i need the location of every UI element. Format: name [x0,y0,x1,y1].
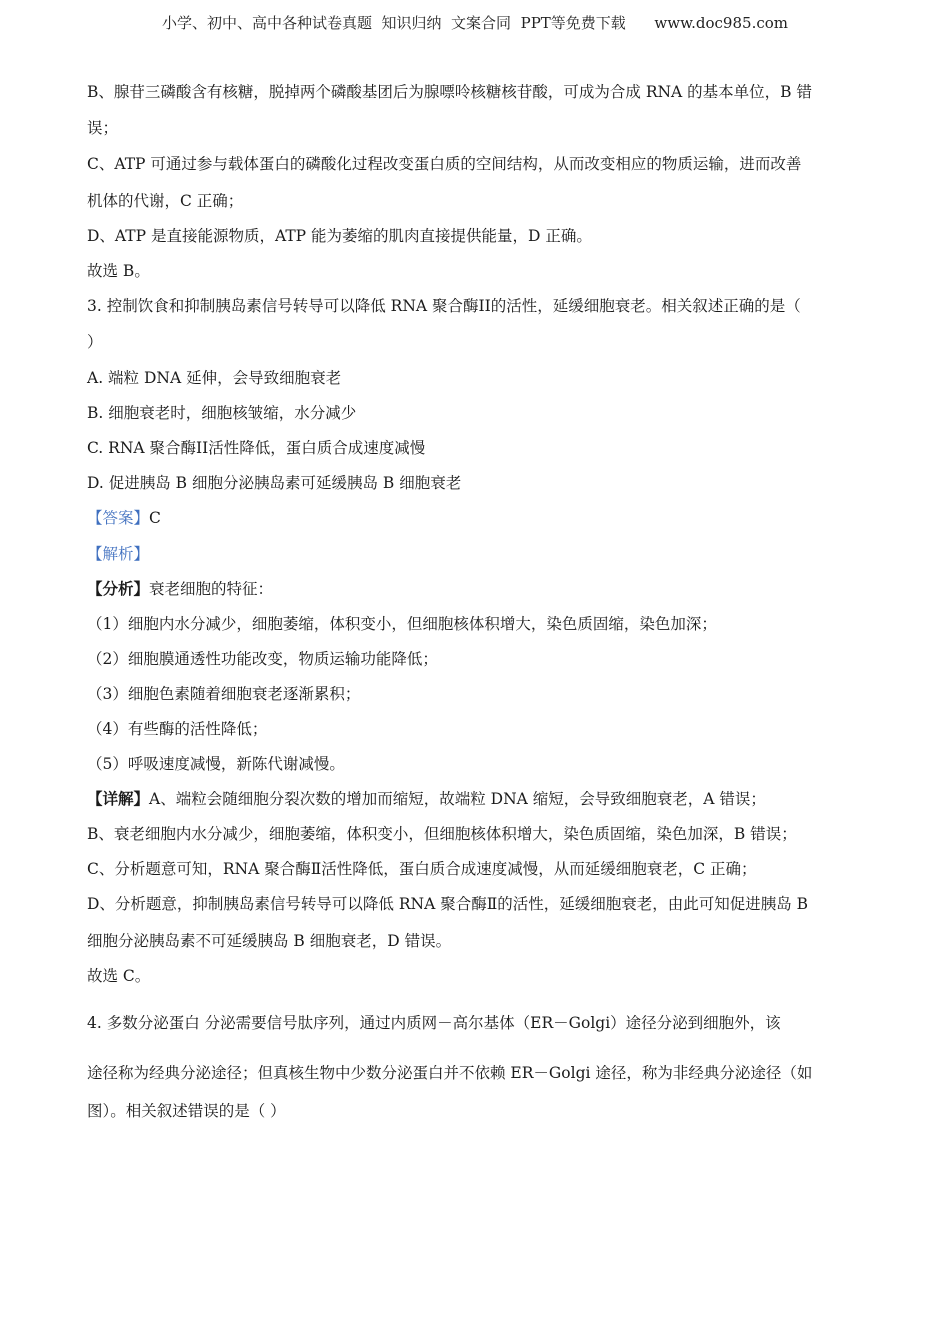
text-line: 细胞分泌胰岛素不可延缓胰岛 B 细胞衰老，D 错误。 [87,932,452,950]
analysis-item: （4）有些酶的活性降低； [87,720,268,738]
text-line: 途径称为经典分泌途径；但真核生物中少数分泌蛋白并不依赖 ER－Golgi 途径，称为非经典分泌途径（如 [87,1064,813,1082]
analysis-item: （2）细胞膜通透性功能改变，物质运输功能降低； [87,650,438,668]
text-line: B、腺苷三磷酸含有核糖，脱掉两个磷酸基团后为腺嘌呤核糖核苷酸，可成为合成 RNA 的基本单位，B 错 [87,83,812,101]
detail-first: A、端粒会随细胞分裂次数的增加而缩短，故端粒 DNA 缩短，会导致细胞衰老，A 错误； [149,790,766,808]
text-line: B、衰老细胞内水分减少，细胞萎缩，体积变小，但细胞核体积增大，染色质固缩，染色加深，B 错误； [87,825,797,843]
analysis-label: 【分析】 [87,579,150,598]
answer-value: C [149,509,161,527]
text-line: 机体的代谢，C 正确； [87,192,244,210]
detail-label: 【详解】 [87,789,150,808]
text-line: 误； [87,119,119,137]
analysis-item: （5）呼吸速度减慢，新陈代谢减慢。 [87,755,345,773]
text-line: 3. 控制饮食和抑制胰岛素信号转导可以降低 RNA 聚合酶II的活性，延缓细胞衰老。相关叙述正确的是（ [87,297,801,315]
text-line: 4. 多数分泌蛋白 分泌需要信号肽序列，通过内质网－高尔基体（ER－Golgi）途径分泌到细胞外，该 [87,1014,781,1032]
text-line: C. RNA 聚合酶II活性降低，蛋白质合成速度减慢 [87,439,426,457]
text-line: D、ATP 是直接能源物质，ATP 能为萎缩的肌肉直接提供能量，D 正确。 [87,227,592,245]
text-line: 故选 C。 [87,967,151,985]
answer-label: 【答案】 [87,509,150,527]
analysis-item: （3）细胞色素随着细胞衰老逐渐累积； [87,685,361,703]
text-line: ） [87,333,103,351]
text-line: 故选 B。 [87,262,150,280]
text-line: D. 促进胰岛 B 细胞分泌胰岛素可延缓胰岛 B 细胞衰老 [87,474,462,492]
page-header: 小学、初中、高中各种试卷真题 知识归纳 文案合同 PPT等免费下载 www.doc985.com [161,14,788,32]
analysis-intro: 衰老细胞的特征： [149,580,274,598]
text-line: D、分析题意，抑制胰岛素信号转导可以降低 RNA 聚合酶Ⅱ的活性，延缓细胞衰老，由此可知促进胰岛 B [87,895,809,913]
text-line: B. 细胞衰老时，细胞核皱缩，水分减少 [87,404,357,422]
answer-line [87,508,161,528]
detail-line [87,789,766,809]
text-line: A. 端粒 DNA 延伸，会导致细胞衰老 [87,369,342,387]
analysis-heading: 【解析】 [87,545,150,563]
text-line: C、分析题意可知，RNA 聚合酶Ⅱ活性降低，蛋白质合成速度减慢，从而延缓细胞衰老，C 正确； [87,860,757,878]
analysis-line [87,579,273,599]
text-line: C、ATP 可通过参与载体蛋白的磷酸化过程改变蛋白质的空间结构，从而改变相应的物质运输，进而改善 [87,155,802,173]
analysis-item: （1）细胞内水分减少，细胞萎缩，体积变小，但细胞核体积增大，染色质固缩，染色加深； [87,615,717,633]
text-line: 图）。相关叙述错误的是（ ） [87,1102,286,1120]
